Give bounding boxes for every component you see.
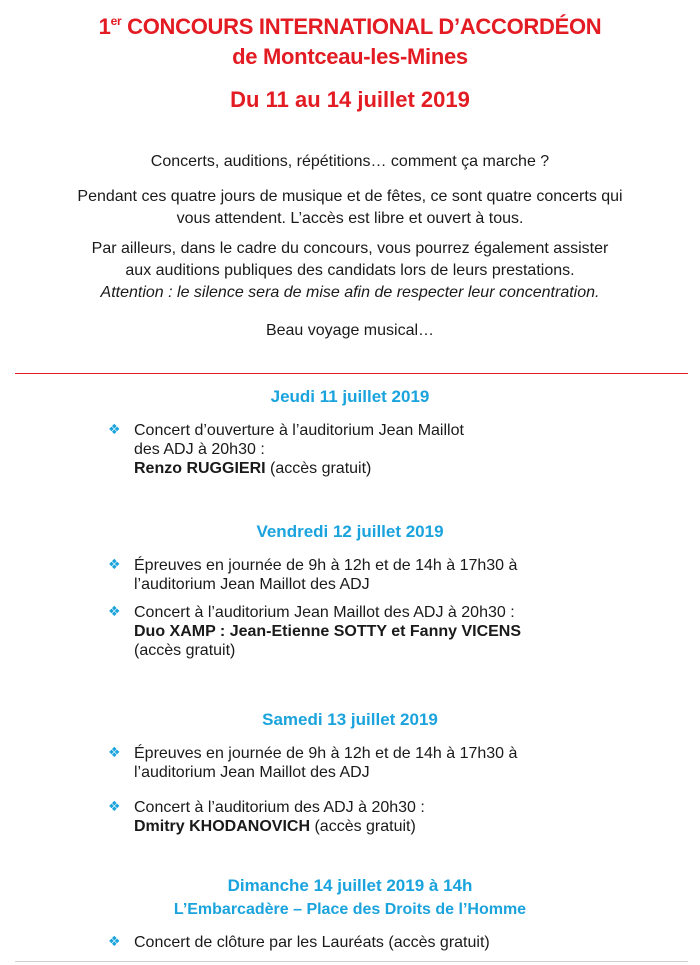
intro-concerts-line2: vous attendent. L’accès est libre et ouvert à tous.	[176, 210, 524, 227]
intro-auditions-line2: aux auditions publiques des candidats lors de leurs prestations.	[125, 262, 575, 279]
program-item-performer	[134, 817, 628, 836]
performer-name: Duo XAMP : Jean-Etienne SOTTY et Fanny VICENS	[134, 623, 522, 640]
page-title	[0, 14, 700, 40]
day-heading-saturday: Samedi 13 juillet 2019	[262, 710, 438, 729]
performer-name: Renzo RUGGIERI	[134, 460, 266, 477]
program-item-line: Épreuves en journée de 9h à 12h et de 14h à 17h30 à	[134, 745, 518, 762]
access-note: (accès gratuit)	[265, 460, 372, 477]
intro-auditions-line1: Par ailleurs, dans le cadre du concours, vous pourrez également assister	[91, 240, 609, 257]
diamond-bullet-icon: ❖	[108, 422, 121, 438]
program-item	[108, 556, 628, 594]
access-note: (accès gratuit)	[134, 642, 236, 659]
intro-question: Concerts, auditions, répétitions… comment ça marche ?	[150, 153, 550, 170]
program-item-performer	[134, 459, 628, 478]
event-dates: Du 11 au 14 juillet 2019	[230, 87, 470, 112]
page-subtitle: de Montceau-les-Mines	[232, 44, 468, 69]
title-number: 1	[98, 14, 111, 39]
program-item-line: Concert de clôture par les Lauréats (accès gratuit)	[134, 934, 490, 951]
intro-paragraph-auditions	[0, 238, 700, 304]
diamond-bullet-icon: ❖	[108, 557, 121, 573]
bottom-rule	[15, 961, 688, 962]
title-text: CONCOURS INTERNATIONAL D’ACCORDÉON	[127, 14, 602, 39]
program-item-line: Concert d’ouverture à l’auditorium Jean Maillot	[134, 422, 464, 439]
diamond-bullet-icon: ❖	[108, 799, 121, 815]
program-item-line: l’auditorium Jean Maillot des ADJ	[134, 764, 370, 781]
day-heading-friday: Vendredi 12 juillet 2019	[256, 522, 444, 541]
title-ordinal: er	[110, 14, 122, 28]
program-item	[108, 798, 628, 836]
program-item	[108, 744, 628, 782]
program-item-line: des ADJ à 20h30 :	[134, 441, 265, 458]
access-note: (accès gratuit)	[310, 818, 416, 835]
diamond-bullet-icon: ❖	[108, 745, 121, 761]
program-item-line: Concert à l’auditorium Jean Maillot des ADJ à 20h30 :	[134, 604, 515, 621]
intro-concerts-line1: Pendant ces quatre jours de musique et de fêtes, ce sont quatre concerts qui	[77, 188, 623, 205]
diamond-bullet-icon: ❖	[108, 604, 121, 620]
program-item-line: l’auditorium Jean Maillot des ADJ	[134, 576, 370, 593]
program-item-performer	[134, 622, 628, 641]
diamond-bullet-icon: ❖	[108, 934, 121, 950]
venue-subheading: L’Embarcadère – Place des Droits de l’Homme	[173, 901, 527, 918]
intro-attention-note: Attention : le silence sera de mise afin de respecter leur concentration.	[100, 284, 600, 301]
program-item-line: Épreuves en journée de 9h à 12h et de 14h à 17h30 à	[134, 557, 518, 574]
day-heading-sunday: Dimanche 14 juillet 2019 à 14h	[227, 876, 473, 895]
program-item	[108, 421, 628, 478]
intro-closing: Beau voyage musical…	[265, 322, 435, 339]
program-item	[108, 603, 628, 660]
program-item	[108, 933, 628, 952]
section-divider	[15, 373, 688, 374]
day-heading-thursday: Jeudi 11 juillet 2019	[270, 387, 430, 406]
intro-paragraph-concerts	[0, 186, 700, 230]
performer-name: Dmitry KHODANOVICH	[134, 818, 311, 835]
program-item-line: Concert à l’auditorium des ADJ à 20h30 :	[134, 799, 425, 816]
